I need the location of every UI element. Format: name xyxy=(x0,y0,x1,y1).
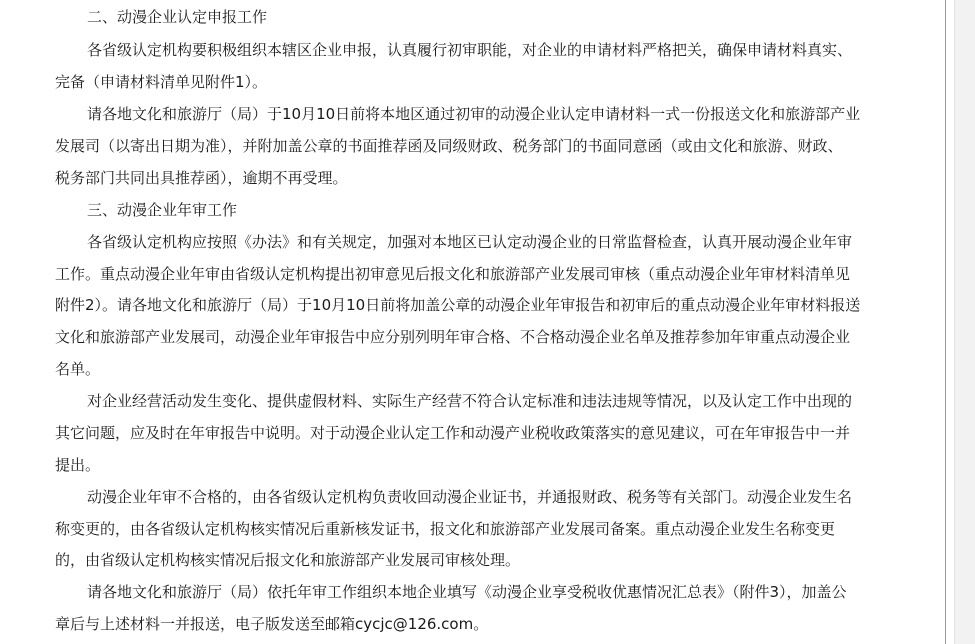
paragraph-line: 完备（申请材料清单见附件1）。 xyxy=(55,73,268,91)
section-heading-3: 三、动漫企业年审工作 xyxy=(87,201,238,219)
paragraph-line: 各省级认定机构应按照《办法》和有关规定，加强对本地区已认定动漫企业的日常监督检查，认真开展动漫企业年审 xyxy=(87,233,853,251)
paragraph-line: 发展司（以寄出日期为准），并附加盖公章的书面推荐函及同级财政、税务部门的书面同意函（或由文化和旅游、财政、 xyxy=(55,137,843,155)
paragraph-line: 提出。 xyxy=(55,456,101,474)
paragraph-line: 请各地文化和旅游厅（局）依托年审工作组织本地企业填写《动漫企业享受税收优惠情况汇总表》（附件3），加盖公 xyxy=(87,583,847,601)
section-heading-2: 二、动漫企业认定申报工作 xyxy=(87,8,268,26)
paragraph-line: 的，由省级认定机构核实情况后报文化和旅游部产业发展司审核处理。 xyxy=(55,551,521,569)
paragraph-line: 各省级认定机构要积极组织本辖区企业申报，认真履行初审职能，对企业的申请材料严格把关，确保申请材料真实、 xyxy=(87,41,853,59)
paragraph-line: 名单。 xyxy=(55,360,101,378)
paragraph-line: 章后与上述材料一并报送，电子版发送至邮箱cycjc@126.com。 xyxy=(55,615,489,633)
content-frame-border xyxy=(945,0,946,644)
paragraph-line: 文化和旅游部产业发展司，动漫企业年审报告中应分别列明年审合格、不合格动漫企业名单及推荐参加年审重点动漫企业 xyxy=(55,328,851,346)
paragraph-line: 称变更的，由各省级认定机构核实情况后重新核发证书，报文化和旅游部产业发展司备案。重点动漫企业发生名称变更 xyxy=(55,520,836,538)
paragraph-line: 工作。重点动漫企业年审由省级认定机构提出初审意见后报文化和旅游部产业发展司审核（重点动漫企业年审材料清单见 xyxy=(55,265,851,283)
paragraph-line: 税务部门共同出具推荐函），逾期不再受理。 xyxy=(55,169,348,187)
paragraph-line: 其它问题，应及时在年审报告中说明。对于动漫企业认定工作和动漫产业税收政策落实的意见建议，可在年审报告中一并 xyxy=(55,424,851,442)
vertical-scrollbar[interactable] xyxy=(954,0,975,644)
paragraph-line: 附件2）。请各地文化和旅游厅（局）于10月10日前将加盖公章的动漫企业年审报告和初审后的重点动漫企业年审材料报送 xyxy=(55,296,861,314)
paragraph-line: 动漫企业年审不合格的，由各省级认定机构负责收回动漫企业证书，并通报财政、税务等有关部门。动漫企业发生名 xyxy=(87,488,853,506)
paragraph-line: 对企业经营活动发生变化、提供虚假材料、实际生产经营不符合认定标准和违法违规等情况，以及认定工作中出现的 xyxy=(87,392,853,410)
paragraph-line: 请各地文化和旅游厅（局）于10月10日前将本地区通过初审的动漫企业认定申请材料一式一份报送文化和旅游部产业 xyxy=(87,105,861,123)
